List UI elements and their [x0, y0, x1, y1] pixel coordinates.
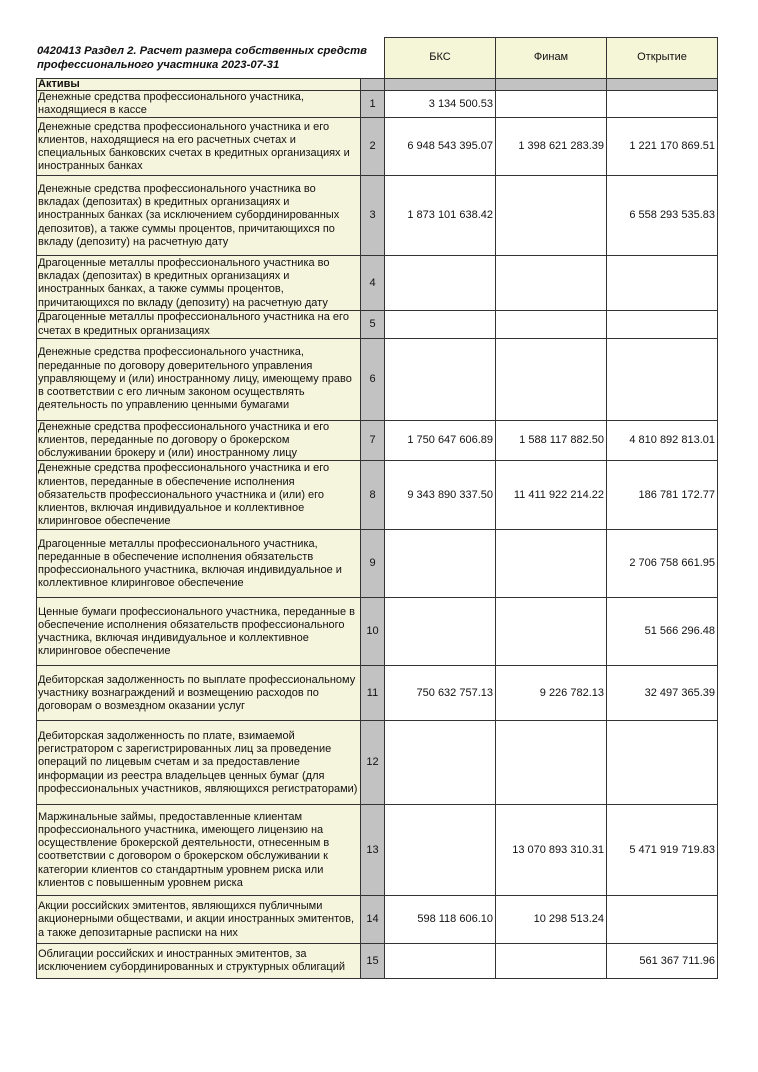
- value-otkrytie: 6 558 293 535.83: [607, 176, 718, 256]
- table-row: [37, 598, 718, 666]
- value-otkrytie: 5 471 919 719.83: [607, 805, 718, 896]
- row-number: 6: [361, 338, 385, 420]
- column-header-finam: Финам: [496, 38, 607, 79]
- value-otkrytie: 32 497 365.39: [607, 666, 718, 721]
- row-label: Денежные средства профессионального участника во вкладах (депозитах) в кредитных организациях и иностранных банках (за исключением субординированных депозитов), а также суммы процентов, причитающихся по вкладу (депозиту) на расчетную дату: [37, 176, 361, 256]
- section-label: Активы: [37, 79, 361, 91]
- value-bks: [385, 530, 496, 598]
- value-finam: [496, 338, 607, 420]
- value-bks: [385, 598, 496, 666]
- row-label: Дебиторская задолженность по плате, взимаемой регистратором с зарегистрированных лиц за проведение операций по лицевым счетам и за предоставление информации из реестра владельцев ценных бумаг (для профессиональных участников, являющихся регистраторами): [37, 721, 361, 805]
- value-finam: 10 298 513.24: [496, 896, 607, 944]
- table-row: [37, 721, 718, 805]
- column-header-bks: БКС: [385, 38, 496, 79]
- value-otkrytie: 2 706 758 661.95: [607, 530, 718, 598]
- table-row: [37, 530, 718, 598]
- value-otkrytie: 561 367 711.96: [607, 944, 718, 979]
- value-finam: 11 411 922 214.22: [496, 461, 607, 530]
- table-row: [37, 461, 718, 530]
- value-finam: 13 070 893 310.31: [496, 805, 607, 896]
- row-number: 5: [361, 311, 385, 338]
- row-number: 9: [361, 530, 385, 598]
- value-otkrytie: [607, 338, 718, 420]
- report-title: 0420413 Раздел 2. Расчет размера собственных средств профессионального участника 2023-07-31: [37, 45, 367, 71]
- row-number: 13: [361, 805, 385, 896]
- value-finam: [496, 176, 607, 256]
- table-row: [37, 311, 718, 338]
- value-otkrytie: [607, 256, 718, 311]
- table-row: [37, 944, 718, 979]
- row-number: 8: [361, 461, 385, 530]
- table-row: [37, 896, 718, 944]
- value-otkrytie: [607, 896, 718, 944]
- value-otkrytie: [607, 91, 718, 118]
- row-label: Денежные средства профессионального участника и его клиентов, переданные по договору о брокерском обслуживании брокеру и (или) иностранному лицу: [37, 420, 361, 461]
- row-number: 4: [361, 256, 385, 311]
- value-bks: [385, 805, 496, 896]
- section-num: [361, 79, 385, 91]
- row-label: Драгоценные металлы профессионального участника, переданные в обеспечение исполнения обязательств профессионального участника, включая индивидуальное и коллективное клиринговое обеспечение: [37, 530, 361, 598]
- value-finam: [496, 530, 607, 598]
- value-finam: [496, 256, 607, 311]
- value-bks: 1 873 101 638.42: [385, 176, 496, 256]
- value-otkrytie: 186 781 172.77: [607, 461, 718, 530]
- value-finam: 1 398 621 283.39: [496, 118, 607, 176]
- table-row: [37, 338, 718, 420]
- value-bks: [385, 256, 496, 311]
- table-row: [37, 805, 718, 896]
- value-bks: [385, 944, 496, 979]
- value-bks: 750 632 757.13: [385, 666, 496, 721]
- section-cell: [496, 79, 607, 91]
- row-label: Драгоценные металлы профессионального участника во вкладах (депозитах) в кредитных организациях и иностранных банках, а также суммы процентов, причитающихся по вкладу (депозиту) на расчетную дату: [37, 256, 361, 311]
- value-finam: [496, 944, 607, 979]
- row-label: Драгоценные металлы профессионального участника на его счетах в кредитных организациях: [37, 311, 361, 338]
- value-bks: 6 948 543 395.07: [385, 118, 496, 176]
- value-otkrytie: 4 810 892 813.01: [607, 420, 718, 461]
- value-otkrytie: 51 566 296.48: [607, 598, 718, 666]
- value-finam: [496, 598, 607, 666]
- row-label: Акции российских эмитентов, являющихся публичными акционерными обществами, и акции иностранных эмитентов, а также депозитарные расписки на них: [37, 896, 361, 944]
- value-bks: 9 343 890 337.50: [385, 461, 496, 530]
- row-number: 14: [361, 896, 385, 944]
- row-label: Облигации российских и иностранных эмитентов, за исключением субординированных и структурных облигаций: [37, 944, 361, 979]
- value-otkrytie: 1 221 170 869.51: [607, 118, 718, 176]
- row-number: 1: [361, 91, 385, 118]
- header-blank: [361, 38, 385, 79]
- value-bks: [385, 311, 496, 338]
- row-label: Денежные средства профессионального участника и его клиентов, переданные в обеспечение исполнения обязательств профессионального участника и (или) его клиентов, включая индивидуальное и коллективное клиринговое обеспечение: [37, 461, 361, 530]
- table-row: [37, 118, 718, 176]
- row-number: 2: [361, 118, 385, 176]
- table-row: [37, 176, 718, 256]
- header-row: [37, 38, 718, 79]
- row-label: Дебиторская задолженность по выплате профессиональному участнику вознаграждений и возмещению расходов по договорам о возмездном оказании услуг: [37, 666, 361, 721]
- row-label: Маржинальные займы, предоставленные клиентам профессионального участника, имеющего лицензию на осуществление брокерской деятельности, отнесенным в соответствии с договором о брокерском обслуживании к категории клиентов со стандартным уровнем риска или клиентов с повышенным уровнем риска: [37, 805, 361, 896]
- value-otkrytie: [607, 311, 718, 338]
- section-row: [37, 79, 718, 91]
- table-row: [37, 666, 718, 721]
- row-label: Денежные средства профессионального участника, переданные по договору доверительного управления управляющему и (или) иностранному лицу, имеющему право в соответствии с его личным законом осуществлять деятельность по управлению ценными бумагами: [37, 338, 361, 420]
- row-number: 11: [361, 666, 385, 721]
- value-bks: [385, 721, 496, 805]
- value-finam: 9 226 782.13: [496, 666, 607, 721]
- row-number: 10: [361, 598, 385, 666]
- value-bks: 1 750 647 606.89: [385, 420, 496, 461]
- row-number: 15: [361, 944, 385, 979]
- value-bks: 598 118 606.10: [385, 896, 496, 944]
- assets-table: [36, 37, 718, 979]
- value-finam: [496, 91, 607, 118]
- column-header-otkrytie: Открытие: [607, 38, 718, 79]
- table-row: [37, 420, 718, 461]
- row-number: 12: [361, 721, 385, 805]
- row-label: Денежные средства профессионального участника и его клиентов, находящиеся на его расчетных счетах и специальных банковских счетах в кредитных организациях и иностранных банках: [37, 118, 361, 176]
- value-bks: 3 134 500.53: [385, 91, 496, 118]
- value-bks: [385, 338, 496, 420]
- section-cell: [607, 79, 718, 91]
- row-number: 7: [361, 420, 385, 461]
- row-label: Денежные средства профессионального участника, находящиеся в кассе: [37, 91, 361, 118]
- header-blank: [37, 38, 361, 79]
- row-number: 3: [361, 176, 385, 256]
- row-label: Ценные бумаги профессионального участника, переданные в обеспечение исполнения обязательств профессионального участника, включая индивидуальное и коллективное клиринговое обеспечение: [37, 598, 361, 666]
- value-finam: [496, 311, 607, 338]
- table-row: [37, 91, 718, 118]
- value-otkrytie: [607, 721, 718, 805]
- table-row: [37, 256, 718, 311]
- value-finam: [496, 721, 607, 805]
- section-cell: [385, 79, 496, 91]
- value-finam: 1 588 117 882.50: [496, 420, 607, 461]
